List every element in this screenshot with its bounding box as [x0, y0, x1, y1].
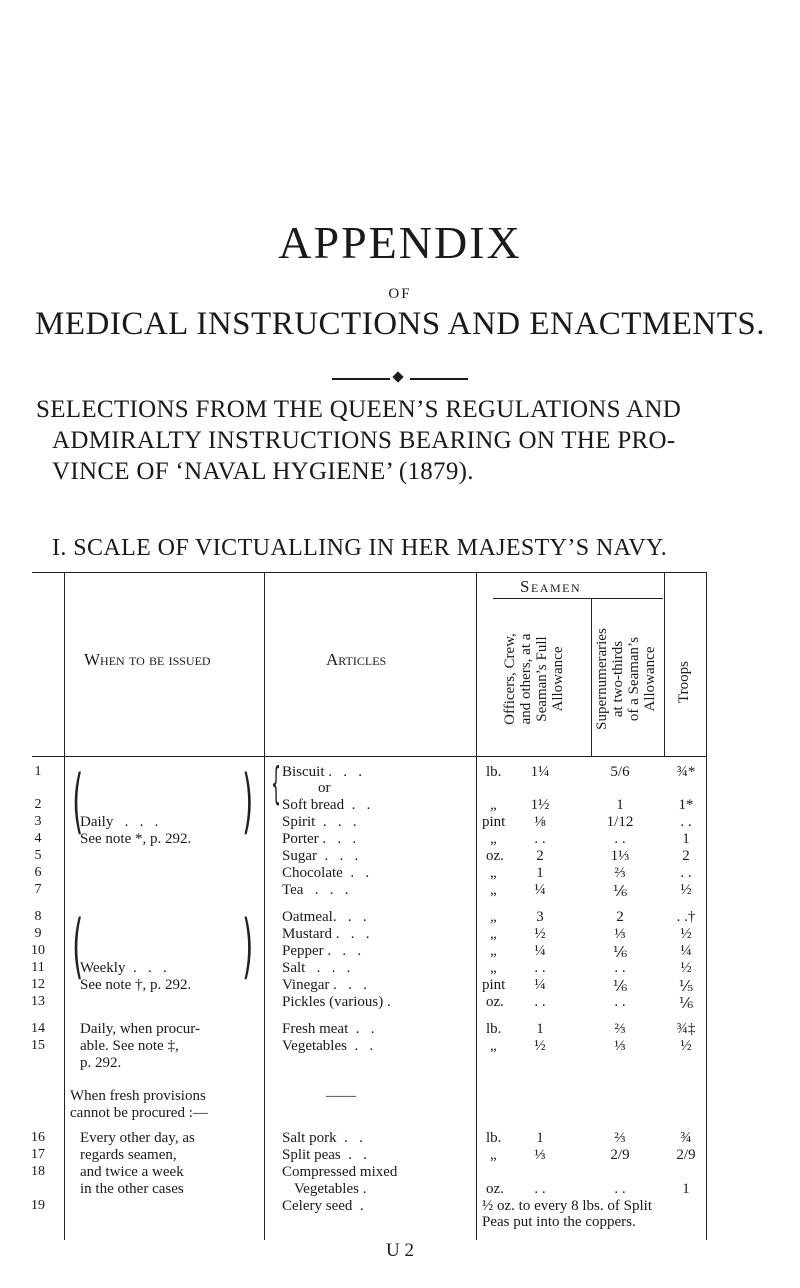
- value-cell: ¼: [680, 943, 692, 959]
- value-cell: 2: [616, 909, 624, 925]
- value-cell: . .: [534, 1181, 546, 1197]
- article-pepper: Pepper . . .: [282, 943, 362, 959]
- header-seamen: Seamen: [520, 577, 582, 596]
- row-number: 14: [31, 1021, 45, 1036]
- article-fresh-meat: Fresh meat . .: [282, 1021, 375, 1037]
- value-cell: 2/9: [610, 1147, 630, 1163]
- celery-note: ½ oz. to every 8 lbs. of Split: [482, 1198, 652, 1214]
- row-number: 6: [34, 865, 42, 880]
- unit: „: [490, 960, 497, 976]
- selections-line-1: SELECTIONS FROM THE QUEEN’S REGULATIONS AND: [36, 396, 682, 423]
- row-number: 11: [31, 960, 45, 975]
- fresh-when-3: p. 292.: [80, 1055, 122, 1071]
- fresh-when-1: Daily, when procur-: [80, 1021, 200, 1037]
- value-cell: ⅔: [614, 865, 626, 881]
- value-cell: . .†: [676, 909, 696, 925]
- page-footer: U 2: [386, 1240, 414, 1261]
- row-number: 3: [34, 814, 42, 829]
- row-number: 16: [31, 1130, 45, 1145]
- value-cell: ¼: [534, 943, 546, 959]
- value-cell: 1: [536, 865, 544, 881]
- fresh-when-2: able. See note ‡,: [80, 1038, 179, 1054]
- unit: „: [490, 909, 497, 925]
- article-pickles: Pickles (various) .: [282, 994, 391, 1010]
- value-cell: ½: [680, 882, 692, 898]
- value-cell: 1: [536, 1130, 544, 1146]
- diamond-icon: [392, 371, 403, 382]
- value-cell: ½: [680, 926, 692, 942]
- page-title: APPENDIX: [278, 217, 522, 268]
- unit: „: [490, 926, 497, 942]
- value-cell: 2: [536, 848, 544, 864]
- of-line: OF: [388, 286, 412, 302]
- header-full-allowance: Officers, Crew, and others, at a Seaman’s Full Allowance: [502, 633, 566, 725]
- unit: lb.: [486, 1021, 502, 1037]
- ornament-separator: [332, 378, 468, 380]
- unit: „: [490, 865, 497, 881]
- row-number: 19: [31, 1198, 45, 1213]
- value-cell: . .: [614, 960, 626, 976]
- row-number: 5: [34, 848, 42, 863]
- weekly-note: See note †, p. 292.: [80, 977, 192, 993]
- article-spirit: Spirit . . .: [282, 814, 357, 830]
- article-salt-pork: Salt pork . .: [282, 1130, 363, 1146]
- article-tea: Tea . . .: [282, 882, 349, 898]
- value-cell: ⅙: [678, 996, 694, 1012]
- value-cell: . .: [614, 1181, 626, 1197]
- header-when-issued: When to be issued: [84, 650, 211, 669]
- row-number: 12: [31, 977, 45, 992]
- value-cell: ¾*: [676, 764, 696, 780]
- value-cell: ¼: [534, 977, 546, 993]
- value-cell: . .: [614, 831, 626, 847]
- salt-when-1: Every other day, as: [80, 1130, 195, 1146]
- row-number: 15: [31, 1038, 45, 1053]
- row-number: 13: [31, 994, 45, 1009]
- row-number: 17: [31, 1147, 45, 1162]
- row-number: 18: [31, 1164, 45, 1179]
- value-cell: . .: [680, 865, 692, 881]
- article-salt: Salt . . .: [282, 960, 351, 976]
- daily-note: See note *, p. 292.: [80, 831, 192, 847]
- article-soft-bread: Soft bread . .: [282, 797, 371, 813]
- unit: „: [490, 797, 497, 813]
- value-cell: . .: [534, 831, 546, 847]
- value-cell: . .: [534, 960, 546, 976]
- row-number: 2: [34, 797, 42, 812]
- row-number: 1: [34, 764, 42, 779]
- row-number: 9: [34, 926, 42, 941]
- value-cell: ⅓: [534, 1147, 546, 1163]
- celery-note-2: Peas put into the coppers.: [482, 1214, 636, 1230]
- value-cell: 3: [536, 909, 544, 925]
- article-or: or: [318, 780, 331, 796]
- value-cell: ¾‡: [676, 1021, 696, 1037]
- article-vegetables: Vegetables . .: [282, 1038, 374, 1054]
- when-fresh-note-2: cannot be procured :—: [70, 1105, 208, 1121]
- article-sugar: Sugar . . .: [282, 848, 359, 864]
- value-cell: ¼: [534, 882, 546, 898]
- value-cell: 5/6: [610, 764, 630, 780]
- unit: „: [490, 1147, 497, 1163]
- article-compressed: Compressed mixed: [282, 1164, 398, 1180]
- unit: oz.: [486, 1181, 504, 1197]
- daily-label: Daily . . .: [80, 814, 159, 830]
- value-cell: ⅙: [612, 884, 628, 900]
- article-compressed-2: Vegetables .: [294, 1181, 367, 1197]
- value-cell: 1: [536, 1021, 544, 1037]
- header-troops: Troops: [676, 661, 692, 703]
- value-cell: ⅓: [614, 1038, 626, 1054]
- unit: oz.: [486, 848, 504, 864]
- article-oatmeal: Oatmeal. . .: [282, 909, 367, 925]
- article-vinegar: Vinegar . . .: [282, 977, 367, 993]
- unit: oz.: [486, 994, 504, 1010]
- article-biscuit: Biscuit . . .: [282, 764, 363, 780]
- value-cell: 1⅓: [610, 848, 630, 864]
- value-cell: ½: [534, 926, 546, 942]
- salt-when-3: and twice a week: [80, 1164, 184, 1180]
- unit: „: [490, 1038, 497, 1054]
- value-cell: 1: [682, 1181, 690, 1197]
- row-number: 8: [34, 909, 42, 924]
- selections-line-2: ADMIRALTY INSTRUCTIONS BEARING ON THE PRO-: [52, 427, 676, 454]
- value-cell: ⅓: [614, 926, 626, 942]
- row-number: 10: [31, 943, 45, 958]
- selections-line-3: VINCE OF ‘NAVAL HYGIENE’ (1879).: [52, 458, 474, 485]
- when-fresh-note: When fresh provisions: [70, 1088, 206, 1104]
- salt-when-4: in the other cases: [80, 1181, 184, 1197]
- unit: pint: [482, 814, 506, 830]
- unit: „: [490, 882, 497, 898]
- value-cell: . .: [680, 814, 692, 830]
- value-cell: 1¼: [530, 764, 550, 780]
- article-chocolate: Chocolate . .: [282, 865, 370, 881]
- value-cell: 1*: [678, 797, 694, 813]
- value-cell: . .: [614, 994, 626, 1010]
- article-celery: Celery seed .: [282, 1198, 364, 1214]
- article-split-peas: Split peas . .: [282, 1147, 367, 1163]
- value-cell: . .: [534, 994, 546, 1010]
- unit: lb.: [486, 764, 502, 780]
- unit: lb.: [486, 1130, 502, 1146]
- value-cell: 2: [682, 848, 690, 864]
- header-supernumeraries: Supernumeraries at two-thirds of a Seaman’s Allowance: [594, 628, 658, 730]
- value-cell: 1: [682, 831, 690, 847]
- value-cell: ⅙: [612, 945, 628, 961]
- unit: pint: [482, 977, 506, 993]
- unit: „: [490, 943, 497, 959]
- salt-when-2: regards seamen,: [80, 1147, 177, 1163]
- value-cell: ⅔: [614, 1130, 626, 1146]
- unit: „: [490, 831, 497, 847]
- header-articles: Articles: [326, 650, 387, 669]
- article-porter: Porter . . .: [282, 831, 357, 847]
- value-cell: ¾: [680, 1130, 692, 1146]
- row-number: 4: [34, 831, 42, 846]
- value-cell: ⅕: [678, 979, 694, 995]
- value-cell: ½: [534, 1038, 546, 1054]
- section-title: I. SCALE OF VICTUALLING IN HER MAJESTY’S NAVY.: [52, 535, 668, 561]
- value-cell: 1/12: [606, 814, 634, 830]
- value-cell: ⅛: [534, 814, 546, 830]
- value-cell: ⅙: [612, 979, 628, 995]
- article-dash: ——: [326, 1088, 356, 1104]
- row-number: 7: [34, 882, 42, 897]
- value-cell: 2/9: [676, 1147, 696, 1163]
- value-cell: 1: [616, 797, 624, 813]
- selections-heading: [36, 394, 776, 487]
- value-cell: ½: [680, 1038, 692, 1054]
- subtitle: MEDICAL INSTRUCTIONS AND ENACTMENTS.: [35, 306, 765, 342]
- article-mustard: Mustard . . .: [282, 926, 370, 942]
- weekly-label: Weekly . . .: [80, 960, 167, 976]
- value-cell: 1½: [530, 797, 550, 813]
- value-cell: ½: [680, 960, 692, 976]
- value-cell: ⅔: [614, 1021, 626, 1037]
